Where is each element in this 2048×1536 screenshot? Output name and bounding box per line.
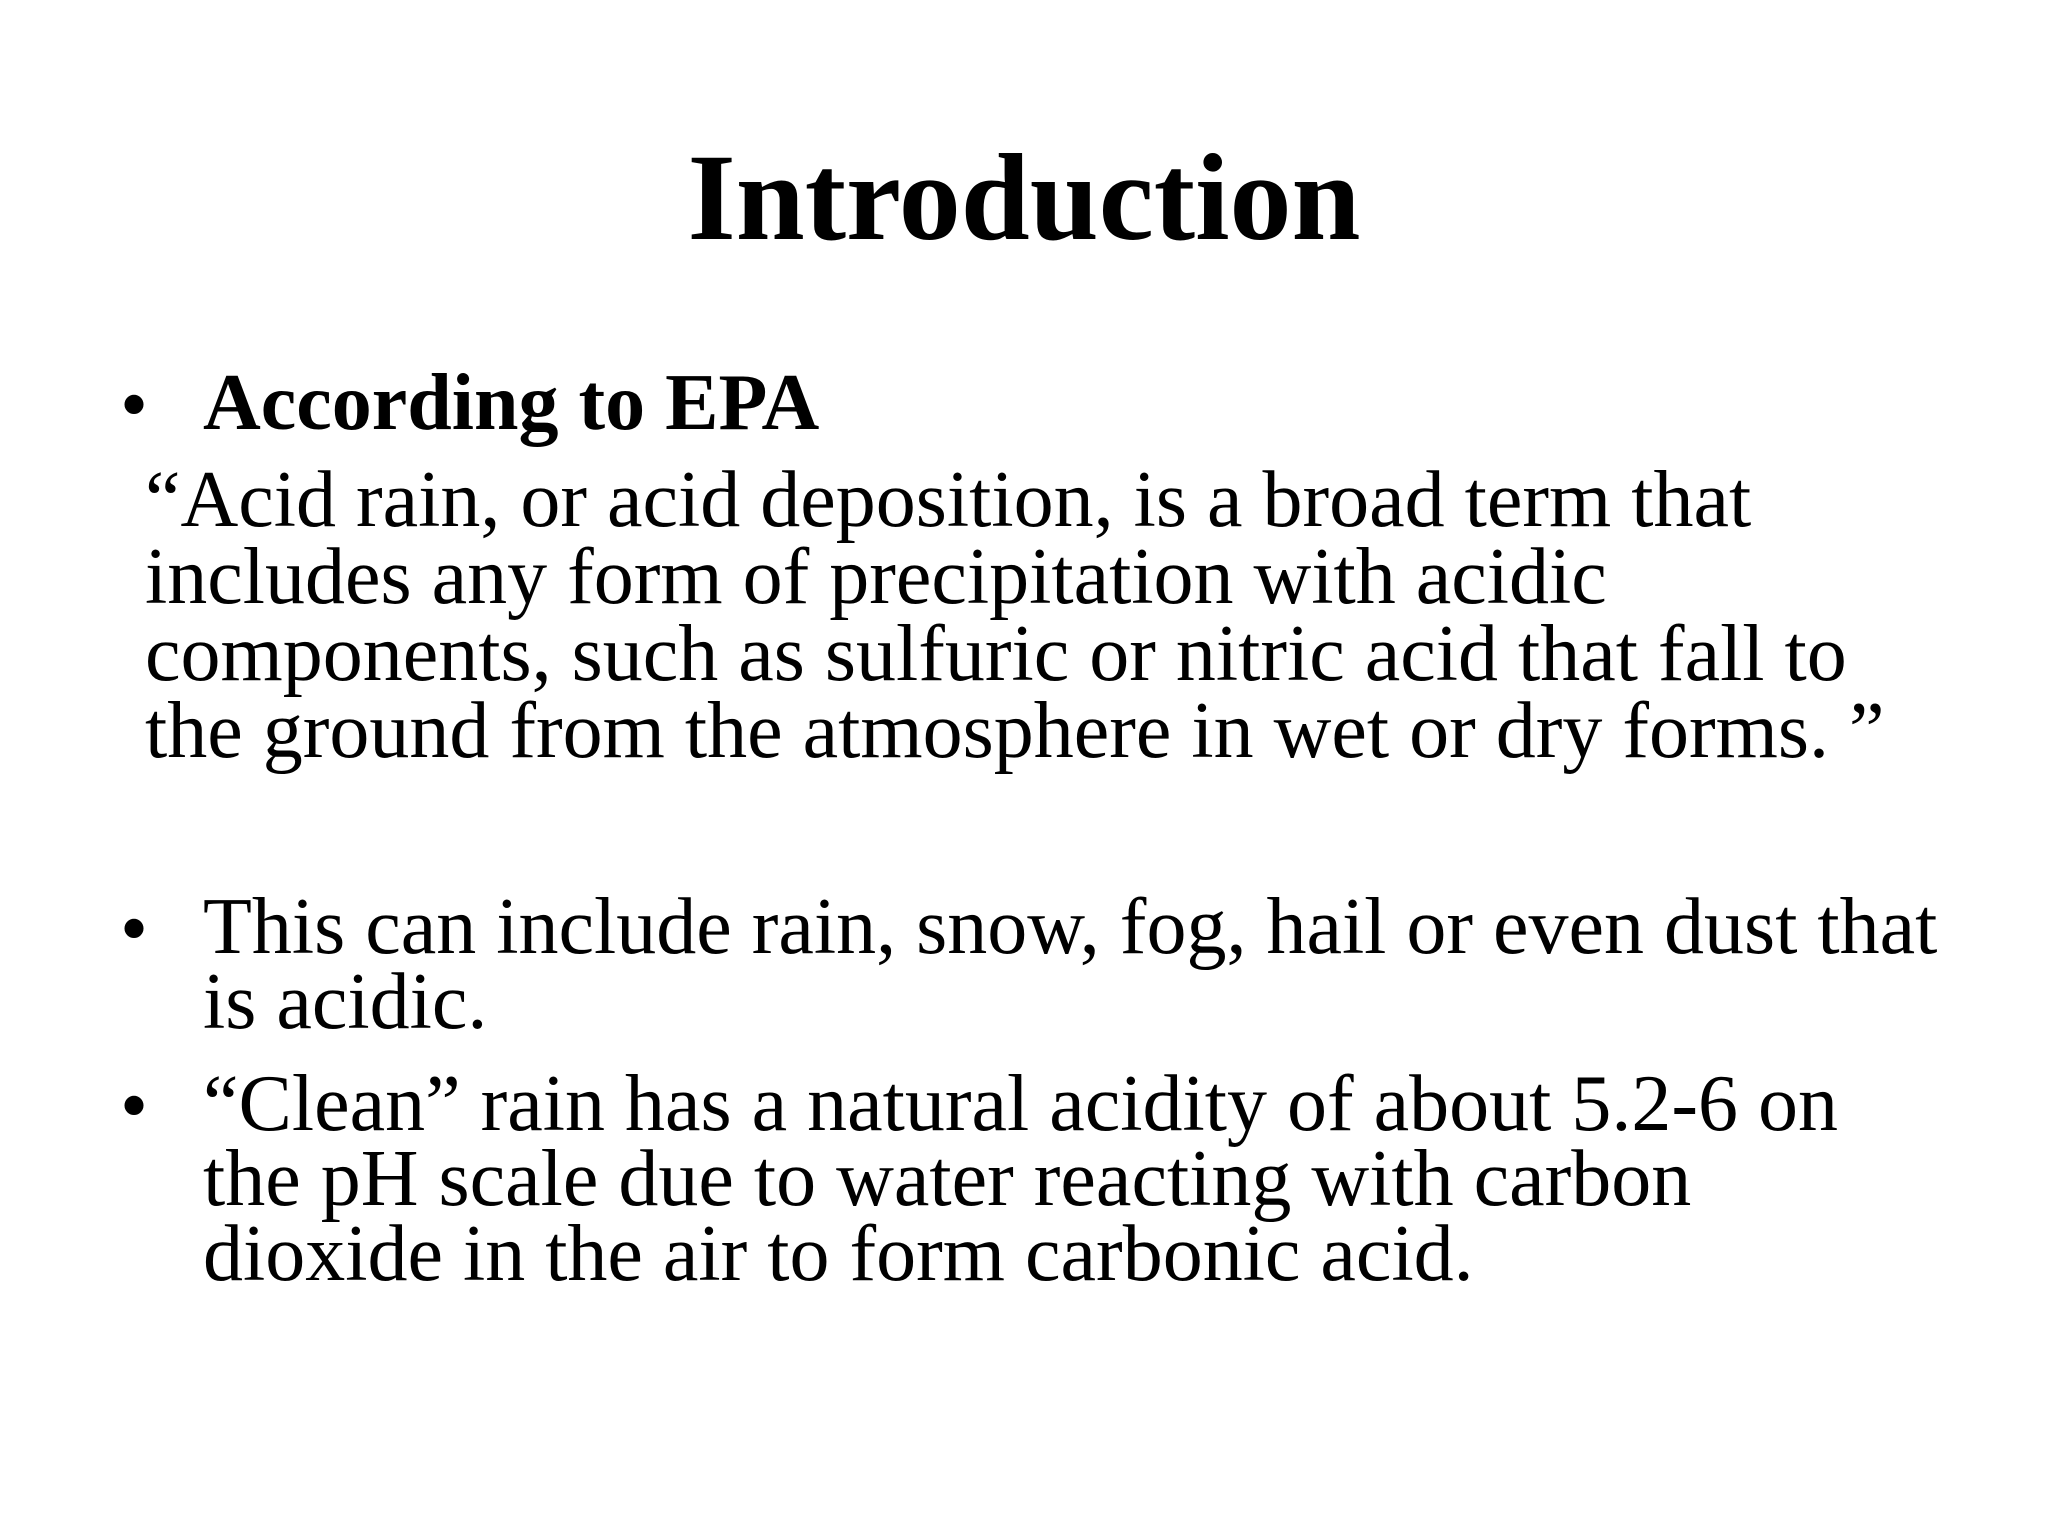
bullet-line: is acidic. <box>203 958 488 1046</box>
quote-line: the ground from the atmosphere in wet or dry forms. ” <box>145 687 1885 775</box>
bullet-line: the pH scale due to water reacting with carbon <box>203 1135 1692 1223</box>
bullet-marker: • <box>120 1062 149 1150</box>
quote-line: “Acid rain, or acid deposition, is a broad term that <box>145 456 1752 544</box>
quote-line: includes any form of precipitation with acidic <box>145 533 1607 621</box>
bullet-marker: • <box>120 361 149 449</box>
bullet-line: This can include rain, snow, fog, hail or even dust that <box>203 883 1938 971</box>
bullet-line: dioxide in the air to form carbonic acid. <box>203 1210 1474 1298</box>
quote-line: components, such as sulfuric or nitric acid that fall to <box>145 610 1847 698</box>
bullet-marker: • <box>120 885 149 973</box>
bullet-heading-epa: According to EPA <box>203 359 820 447</box>
bullet-line: “Clean” rain has a natural acidity of about 5.2-6 on <box>203 1060 1838 1148</box>
slide-title: Introduction <box>687 129 1361 266</box>
